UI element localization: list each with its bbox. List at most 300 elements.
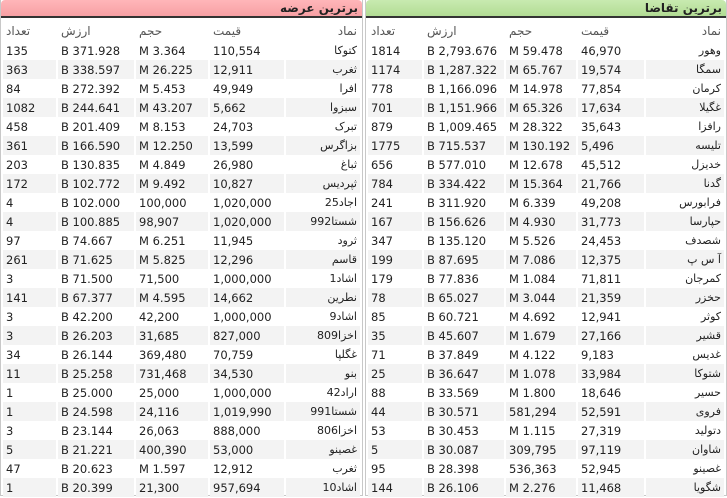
count-cell: 179	[371, 271, 393, 286]
symbol-cell[interactable]: شستا992	[286, 212, 360, 231]
volume-cell: 65.326 M	[506, 98, 576, 117]
price-cell: 49,208	[581, 195, 622, 210]
count-cell: 4	[3, 212, 56, 231]
price-cell: 24,453	[581, 233, 622, 248]
price-cell: 5,496	[578, 136, 644, 155]
count-cell: 199	[368, 250, 422, 269]
price-cell: 97,119	[578, 440, 644, 459]
volume-cell: 4.595 M	[136, 288, 208, 307]
count-cell: 1814	[371, 43, 401, 58]
price-cell: 26,980	[213, 157, 254, 172]
value-cell: 244.641 B	[58, 98, 134, 117]
value-cell: 65.027 B	[424, 288, 504, 307]
price-cell: 46,970	[581, 43, 622, 58]
col-value[interactable]: ارزش	[427, 23, 457, 38]
volume-cell: 731,468	[136, 364, 208, 383]
symbol-cell[interactable]: شصدف	[685, 234, 721, 247]
volume-cell: 26.225 M	[136, 60, 208, 79]
table-row[interactable]	[3, 136, 360, 155]
price-cell: 52,945	[581, 461, 622, 476]
symbol-cell[interactable]: اراد42	[326, 386, 357, 399]
value-cell: 30.087 B	[424, 440, 504, 459]
table-row[interactable]	[368, 174, 724, 193]
price-cell: 1,000,000	[213, 385, 272, 400]
count-cell: 203	[6, 157, 28, 172]
count-cell: 71	[371, 347, 386, 362]
count-cell: 34	[6, 347, 21, 362]
price-cell: 1,000,000	[213, 271, 272, 286]
symbol-cell[interactable]: اخزا806	[317, 424, 357, 437]
table-row[interactable]	[368, 231, 724, 250]
value-cell: 338.597 B	[58, 60, 134, 79]
price-cell: 1,000,000	[213, 309, 272, 324]
value-cell: 2,793.676 B	[427, 43, 498, 58]
symbol-cell[interactable]: اخزا809	[286, 326, 360, 345]
count-cell: 85	[371, 309, 386, 324]
value-cell: 20.623 B	[61, 461, 113, 476]
volume-cell: 5.825 M	[136, 250, 208, 269]
volume-cell: 5.453 M	[139, 81, 186, 96]
volume-cell: 309,795	[506, 440, 576, 459]
price-cell: 13,599	[210, 136, 284, 155]
table-row[interactable]	[368, 402, 724, 421]
count-cell: 167	[368, 212, 422, 231]
count-cell: 347	[371, 233, 393, 248]
table-row[interactable]	[368, 250, 724, 269]
price-cell: 24,703	[213, 119, 254, 134]
col-count[interactable]: تعداد	[6, 23, 31, 38]
count-cell: 97	[6, 233, 21, 248]
symbol-cell[interactable]: تبرک	[334, 120, 357, 133]
col-price[interactable]: قیمت	[581, 23, 610, 38]
symbol-cell[interactable]: ثغرب	[286, 60, 360, 79]
table-row[interactable]	[368, 193, 724, 212]
symbol-cell[interactable]: بنو	[286, 364, 360, 383]
price-cell: 31,773	[578, 212, 644, 231]
col-count[interactable]: تعداد	[371, 23, 396, 38]
volume-cell: 12.250 M	[136, 136, 208, 155]
price-cell: 77,854	[581, 81, 622, 96]
table-row[interactable]	[3, 364, 360, 383]
table-row[interactable]	[3, 288, 360, 307]
table-row[interactable]	[368, 79, 724, 98]
value-cell: 715.537 B	[424, 136, 504, 155]
value-cell: 102.000 B	[61, 195, 121, 210]
volume-cell: 65.767 M	[506, 60, 576, 79]
table-row[interactable]	[3, 117, 360, 136]
count-cell: 144	[368, 478, 422, 497]
table-row[interactable]	[368, 307, 724, 326]
volume-cell: 6.339 M	[509, 195, 556, 210]
count-cell: 1082	[3, 98, 56, 117]
volume-cell: 4.930 M	[506, 212, 576, 231]
col-price[interactable]: قیمت	[213, 23, 242, 38]
table-row[interactable]	[368, 326, 724, 345]
symbol-cell[interactable]: غصینو	[693, 462, 721, 475]
value-cell: 71.625 B	[58, 250, 134, 269]
value-cell: 25.000 B	[61, 385, 113, 400]
col-symbol[interactable]: نماد	[701, 23, 721, 38]
count-cell: 1	[3, 402, 56, 421]
top-supply-table	[1, 20, 362, 497]
volume-cell: 15.364 M	[506, 174, 576, 193]
price-cell: 33,984	[578, 364, 644, 383]
volume-cell: 130.192 M	[506, 136, 576, 155]
table-row[interactable]	[3, 459, 360, 478]
symbol-cell[interactable]: گدنا	[646, 174, 724, 193]
price-cell: 70,759	[213, 347, 254, 362]
price-cell: 19,574	[578, 60, 644, 79]
table-row[interactable]	[368, 459, 724, 478]
value-cell: 334.422 B	[424, 174, 504, 193]
value-cell: 74.667 B	[61, 233, 113, 248]
symbol-cell[interactable]: کتوکا	[334, 44, 357, 57]
volume-cell: 536,363	[509, 461, 557, 476]
col-value[interactable]: ارزش	[61, 23, 91, 38]
value-cell: 577.010 B	[427, 157, 487, 172]
count-cell: 172	[3, 174, 56, 193]
symbol-cell[interactable]: شاوان	[646, 440, 724, 459]
count-cell: 1	[6, 385, 14, 400]
col-volume[interactable]: حجم	[139, 23, 163, 38]
count-cell: 25	[368, 364, 422, 383]
price-cell: 27,319	[581, 423, 622, 438]
volume-cell: 369,480	[139, 347, 187, 362]
value-cell: 1,166.096 B	[427, 81, 498, 96]
volume-cell: 31,685	[136, 326, 208, 345]
volume-cell: 1.084 M	[509, 271, 556, 286]
price-cell: 14,662	[210, 288, 284, 307]
price-cell: 49,949	[213, 81, 254, 96]
symbol-cell[interactable]: ثباغ	[340, 158, 357, 171]
value-cell: 24.598 B	[58, 402, 134, 421]
symbol-cell[interactable]: اشاد1	[329, 272, 357, 285]
symbol-cell[interactable]: غدیس	[692, 348, 721, 361]
col-symbol[interactable]: نماد	[337, 23, 357, 38]
symbol-cell[interactable]: تلیسه	[646, 136, 724, 155]
table-row[interactable]	[368, 478, 724, 497]
table-row[interactable]	[3, 155, 360, 174]
count-cell: 35	[368, 326, 422, 345]
symbol-cell[interactable]: خدیزل	[691, 158, 721, 171]
volume-cell: 71,500	[139, 271, 180, 286]
count-cell: 88	[371, 385, 386, 400]
value-cell: 1,151.966 B	[424, 98, 504, 117]
count-cell: 53	[371, 423, 386, 438]
symbol-cell[interactable]: نطرين	[286, 288, 360, 307]
table-row[interactable]	[368, 136, 724, 155]
symbol-cell[interactable]: حخزر	[646, 288, 724, 307]
symbol-cell[interactable]: سبزوا	[286, 98, 360, 117]
count-cell: 361	[3, 136, 56, 155]
table-row[interactable]	[3, 307, 360, 326]
price-cell: 1,020,000	[210, 212, 284, 231]
value-cell: 166.590 B	[58, 136, 134, 155]
value-cell: 23.144 B	[61, 423, 113, 438]
volume-cell: 12.678 M	[509, 157, 563, 172]
volume-cell: 26,063	[139, 423, 180, 438]
price-cell: 17,634	[578, 98, 644, 117]
table-row[interactable]	[3, 231, 360, 250]
table-header-row	[3, 20, 360, 41]
volume-cell: 42,200	[139, 309, 180, 324]
count-cell: 363	[3, 60, 56, 79]
volume-cell: 7.086 M	[506, 250, 576, 269]
table-row[interactable]	[368, 421, 724, 440]
table-row[interactable]	[368, 364, 724, 383]
value-cell: 371.928 B	[61, 43, 121, 58]
col-volume[interactable]: حجم	[509, 23, 533, 38]
symbol-cell[interactable]: غگلپا	[334, 348, 357, 361]
value-cell: 100.885 B	[58, 212, 134, 231]
symbol-cell[interactable]: قشیر	[646, 326, 724, 345]
price-cell: 10,827	[210, 174, 284, 193]
volume-cell: 4.849 M	[139, 157, 186, 172]
volume-cell: 2.276 M	[506, 478, 576, 497]
price-cell: 888,000	[213, 423, 261, 438]
value-cell: 135.120 B	[427, 233, 487, 248]
value-cell: 21.221 B	[58, 440, 134, 459]
price-cell: 45,512	[581, 157, 622, 172]
symbol-cell[interactable]: کوثر	[700, 310, 721, 323]
value-cell: 60.721 B	[427, 309, 479, 324]
volume-cell: 25,000	[139, 385, 180, 400]
price-cell: 827,000	[210, 326, 284, 345]
symbol-cell[interactable]: کرمان	[692, 82, 721, 95]
count-cell: 5	[368, 440, 422, 459]
price-cell: 71,811	[581, 271, 622, 286]
symbol-cell[interactable]: ثپردیس	[286, 174, 360, 193]
symbol-cell[interactable]: شتوکا	[646, 364, 724, 383]
price-cell: 12,941	[581, 309, 622, 324]
value-cell: 156.626 B	[424, 212, 504, 231]
count-cell: 3	[3, 326, 56, 345]
symbol-cell[interactable]: حسیر	[694, 386, 721, 399]
table-row[interactable]	[3, 41, 360, 60]
count-cell: 44	[368, 402, 422, 421]
symbol-cell[interactable]: غصینو	[286, 440, 360, 459]
price-cell: 12,911	[210, 60, 284, 79]
value-cell: 67.377 B	[58, 288, 134, 307]
table-row[interactable]	[3, 193, 360, 212]
symbol-cell[interactable]: غگیلا	[646, 98, 724, 117]
volume-cell: 43.207 M	[136, 98, 208, 117]
symbol-cell[interactable]: فروی	[646, 402, 724, 421]
symbol-cell[interactable]: اشاد9	[329, 310, 357, 323]
count-cell: 778	[371, 81, 393, 96]
volume-cell: 24,116	[136, 402, 208, 421]
value-cell: 26.144 B	[61, 347, 113, 362]
symbol-cell[interactable]: کمرجان	[685, 272, 721, 285]
volume-cell: 1.597 M	[139, 461, 186, 476]
value-cell: 33.569 B	[427, 385, 479, 400]
symbol-cell[interactable]: اجاد25	[324, 196, 357, 209]
symbol-cell[interactable]: حپارسا	[646, 212, 724, 231]
count-cell: 458	[6, 119, 28, 134]
count-cell: 84	[6, 81, 21, 96]
symbol-cell[interactable]: وهور	[698, 44, 721, 57]
symbol-cell[interactable]: فرابورس	[679, 196, 721, 209]
count-cell: 241	[371, 195, 393, 210]
price-cell: 21,359	[578, 288, 644, 307]
value-cell: 28.398 B	[427, 461, 479, 476]
price-cell: 12,375	[578, 250, 644, 269]
symbol-cell[interactable]: شستا991	[286, 402, 360, 421]
symbol-cell[interactable]: قاسم	[286, 250, 360, 269]
volume-cell: 6.251 M	[139, 233, 186, 248]
table-row[interactable]	[3, 79, 360, 98]
count-cell: 11	[3, 364, 56, 383]
price-cell: 34,530	[210, 364, 284, 383]
price-cell: 18,646	[581, 385, 622, 400]
symbol-cell[interactable]: ثغرب	[332, 462, 357, 475]
volume-cell: 5.526 M	[509, 233, 556, 248]
table-row[interactable]	[368, 212, 724, 231]
volume-cell: 581,294	[506, 402, 576, 421]
value-cell: 1,009.465 B	[427, 119, 498, 134]
volume-cell: 14.978 M	[509, 81, 563, 96]
symbol-cell[interactable]: افرا	[339, 82, 357, 95]
panel-title: برترین تقاضا	[366, 0, 726, 18]
table-row[interactable]	[3, 440, 360, 459]
volume-cell: 8.153 M	[139, 119, 186, 134]
table-row[interactable]	[368, 41, 724, 60]
count-cell: 47	[6, 461, 21, 476]
volume-cell: 1.679 M	[506, 326, 576, 345]
value-cell: 77.836 B	[427, 271, 479, 286]
table-row[interactable]	[3, 345, 360, 364]
table-row[interactable]	[368, 288, 724, 307]
symbol-cell[interactable]: اشاد10	[286, 478, 360, 497]
volume-cell: 3.044 M	[506, 288, 576, 307]
table-row[interactable]	[3, 326, 360, 345]
volume-cell: 28.322 M	[509, 119, 563, 134]
count-cell: 656	[371, 157, 393, 172]
symbol-cell[interactable]: بزاگرس	[286, 136, 360, 155]
count-cell: 784	[368, 174, 422, 193]
price-cell: 1,019,990	[210, 402, 284, 421]
symbol-cell[interactable]: سمگا	[646, 60, 724, 79]
table-row[interactable]	[368, 117, 724, 136]
symbol-cell[interactable]: آ س پ	[646, 250, 724, 269]
table-row[interactable]	[3, 98, 360, 117]
price-cell: 1,020,000	[213, 195, 272, 210]
table-row[interactable]	[3, 383, 360, 402]
count-cell: 701	[368, 98, 422, 117]
count-cell: 3	[6, 271, 14, 286]
price-cell: 12,296	[210, 250, 284, 269]
count-cell: 135	[6, 43, 28, 58]
price-cell: 27,166	[578, 326, 644, 345]
table-row[interactable]	[368, 345, 724, 364]
symbol-cell[interactable]: دتولید	[694, 424, 721, 437]
price-cell: 11,468	[578, 478, 644, 497]
value-cell: 20.399 B	[58, 478, 134, 497]
value-cell: 30.571 B	[424, 402, 504, 421]
table-row[interactable]	[3, 421, 360, 440]
volume-cell: 1.800 M	[509, 385, 556, 400]
symbol-cell[interactable]: شگویا	[646, 478, 724, 497]
value-cell: 42.200 B	[61, 309, 113, 324]
value-cell: 36.647 B	[424, 364, 504, 383]
volume-cell: 4.122 M	[509, 347, 556, 362]
value-cell: 87.695 B	[424, 250, 504, 269]
table-row[interactable]	[3, 478, 360, 497]
value-cell: 26.106 B	[424, 478, 504, 497]
table-row[interactable]	[368, 269, 724, 288]
volume-cell: 1.078 M	[506, 364, 576, 383]
value-cell: 45.607 B	[424, 326, 504, 345]
volume-cell: 100,000	[139, 195, 187, 210]
symbol-cell[interactable]: ثرود	[337, 234, 357, 247]
table-row[interactable]	[368, 383, 724, 402]
value-cell: 37.849 B	[427, 347, 479, 362]
count-cell: 78	[368, 288, 422, 307]
count-cell: 3	[6, 423, 14, 438]
count-cell: 1	[3, 478, 56, 497]
count-cell: 5	[3, 440, 56, 459]
volume-cell: 1.115 M	[509, 423, 556, 438]
table-row[interactable]	[3, 174, 360, 193]
price-cell: 35,643	[581, 119, 622, 134]
count-cell: 95	[371, 461, 386, 476]
price-cell: 957,694	[210, 478, 284, 497]
value-cell: 30.453 B	[427, 423, 479, 438]
price-cell: 12,912	[213, 461, 254, 476]
panel-title: برترین عرضه	[1, 0, 362, 18]
table-row[interactable]	[3, 269, 360, 288]
table-row[interactable]	[3, 212, 360, 231]
table-header-row	[368, 20, 724, 41]
count-cell: 1775	[368, 136, 422, 155]
count-cell: 879	[371, 119, 393, 134]
value-cell: 26.203 B	[58, 326, 134, 345]
table-row[interactable]	[3, 250, 360, 269]
value-cell: 102.772 B	[58, 174, 134, 193]
price-cell: 21,766	[578, 174, 644, 193]
price-cell: 52,591	[578, 402, 644, 421]
count-cell: 4	[6, 195, 14, 210]
price-cell: 11,945	[213, 233, 254, 248]
table-row[interactable]	[368, 98, 724, 117]
price-cell: 110,554	[213, 43, 261, 58]
volume-cell: 400,390	[136, 440, 208, 459]
table-row[interactable]	[368, 60, 724, 79]
table-row[interactable]	[3, 402, 360, 421]
volume-cell: 9.492 M	[136, 174, 208, 193]
volume-cell: 3.364 M	[139, 43, 186, 58]
table-row[interactable]	[3, 60, 360, 79]
top-demand-panel	[365, 0, 727, 496]
count-cell: 261	[3, 250, 56, 269]
value-cell: 25.258 B	[58, 364, 134, 383]
value-cell: 201.409 B	[61, 119, 121, 134]
top-supply-panel	[0, 0, 363, 496]
top-demand-table	[366, 20, 726, 497]
price-cell: 9,183	[581, 347, 614, 362]
volume-cell: 21,300	[136, 478, 208, 497]
price-cell: 5,662	[210, 98, 284, 117]
value-cell: 311.920 B	[427, 195, 487, 210]
value-cell: 272.392 B	[61, 81, 121, 96]
value-cell: 1,287.322 B	[424, 60, 504, 79]
symbol-cell[interactable]: رافزا	[698, 120, 721, 133]
price-cell: 53,000	[210, 440, 284, 459]
table-row[interactable]	[368, 155, 724, 174]
table-row[interactable]	[368, 440, 724, 459]
value-cell: 130.835 B	[61, 157, 121, 172]
count-cell: 141	[3, 288, 56, 307]
